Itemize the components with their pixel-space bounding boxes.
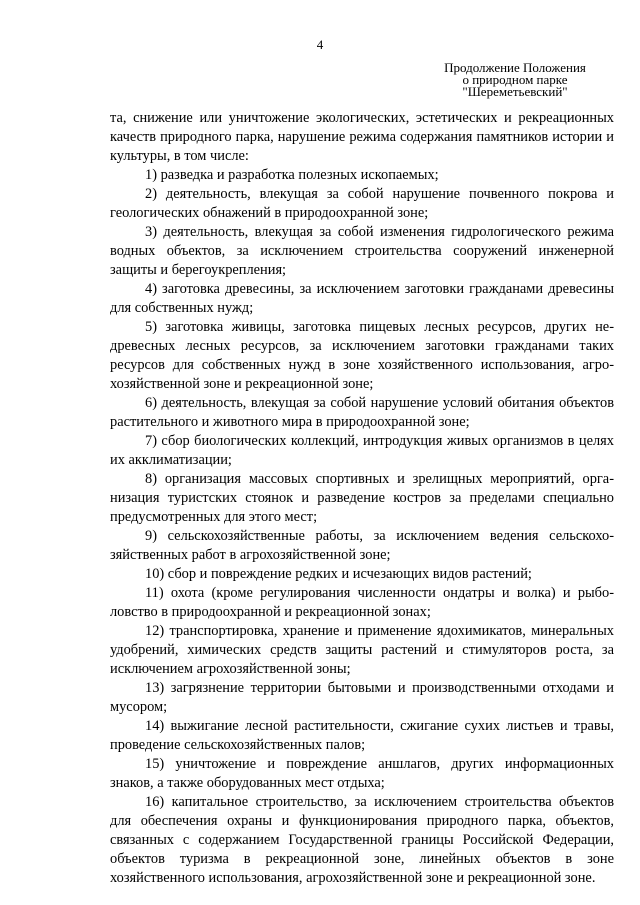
- list-item-15: 15) уничтожение и повреждение аншлагов, других информационных знаков, а также оборудованных мест отдыха;: [110, 756, 614, 791]
- header-note-line-1: Продолжение Положения: [444, 60, 586, 75]
- list-item-9: 9) сельскохозяйственные работы, за исключением ведения сельскохозяйственных работ в агрохозяйственной зоне;: [110, 528, 614, 563]
- intro-paragraph: та, снижение или уничтожение экологических, эстетических и рекреационных качеств природного парка, нарушение режима содержания памятников истории и культуры, в том числе:: [110, 110, 614, 164]
- document-header-note: [440, 62, 590, 98]
- list-item-16: 16) капитальное строительство, за исключением строительства объектов для обеспечения охраны и функционирования природного парка, объектов, связанных с содержанием Государственной границы Российской Федерации, объектов туризма в рекреационной зоне, линейных объектов в зоне хозяйственного использования, агрохозяйственной зоне и рекреационной зоне.: [110, 794, 614, 886]
- list-item-5: 5) заготовка живицы, заготовка пищевых лесных ресурсов, других недревесных лесных ресурсов, за исключением заготовки гражданами таких ресурсов для собственных нужд в зоне хозяйственного использования, агрохозяйственной зоне и рекреационной зоне;: [110, 319, 614, 392]
- list-item-10: 10) сбор и повреждение редких и исчезающих видов растений;: [145, 566, 532, 582]
- list-item-14: 14) выжигание лесной растительности, сжигание сухих листьев и травы, проведение сельскохозяйственных палов;: [110, 718, 614, 753]
- page-number: 4: [316, 37, 324, 52]
- document-body: [110, 109, 614, 888]
- list-item-4: 4) заготовка древесины, за исключением заготовки гражданами древесины для собственных нужд;: [110, 281, 614, 316]
- list-item-3: 3) деятельность, влекущая за собой изменения гидрологического режима водных объектов, за исключением строительства сооружений инженерной защиты и берегоукрепления;: [110, 224, 614, 278]
- list-item-11: 11) охота (кроме регулирования численности ондатры и волка) и рыболовство в природоохранной и рекреационной зонах;: [110, 585, 614, 620]
- list-item-2: 2) деятельность, влекущая за собой нарушение почвенного покрова и геологических обнажений в природоохранной зоне;: [110, 186, 614, 221]
- list-item-7: 7) сбор биологических коллекций, интродукция живых организмов в целях их акклиматизации;: [110, 433, 614, 468]
- list-item-6: 6) деятельность, влекущая за собой нарушение условий обитания объектов растительного и животного мира в природоохранной зоне;: [110, 395, 614, 430]
- list-item-8: 8) организация массовых спортивных и зрелищных мероприятий, организация туристских стоянок и разведение костров за пределами специально предусмотренных для этого мест;: [110, 471, 614, 525]
- list-item-12: 12) транспортировка, хранение и применение ядохимикатов, минеральных удобрений, химических средств защиты растений и стимуляторов роста, за исключением агрохозяйственной зоны;: [110, 623, 614, 677]
- header-note-line-3: "Шереметьевский": [462, 84, 568, 99]
- list-item-1: 1) разведка и разработка полезных ископаемых;: [145, 167, 439, 183]
- header-note-line-2: о природном парке: [462, 72, 568, 87]
- list-item-13: 13) загрязнение территории бытовыми и производственными отходами и мусором;: [110, 680, 614, 715]
